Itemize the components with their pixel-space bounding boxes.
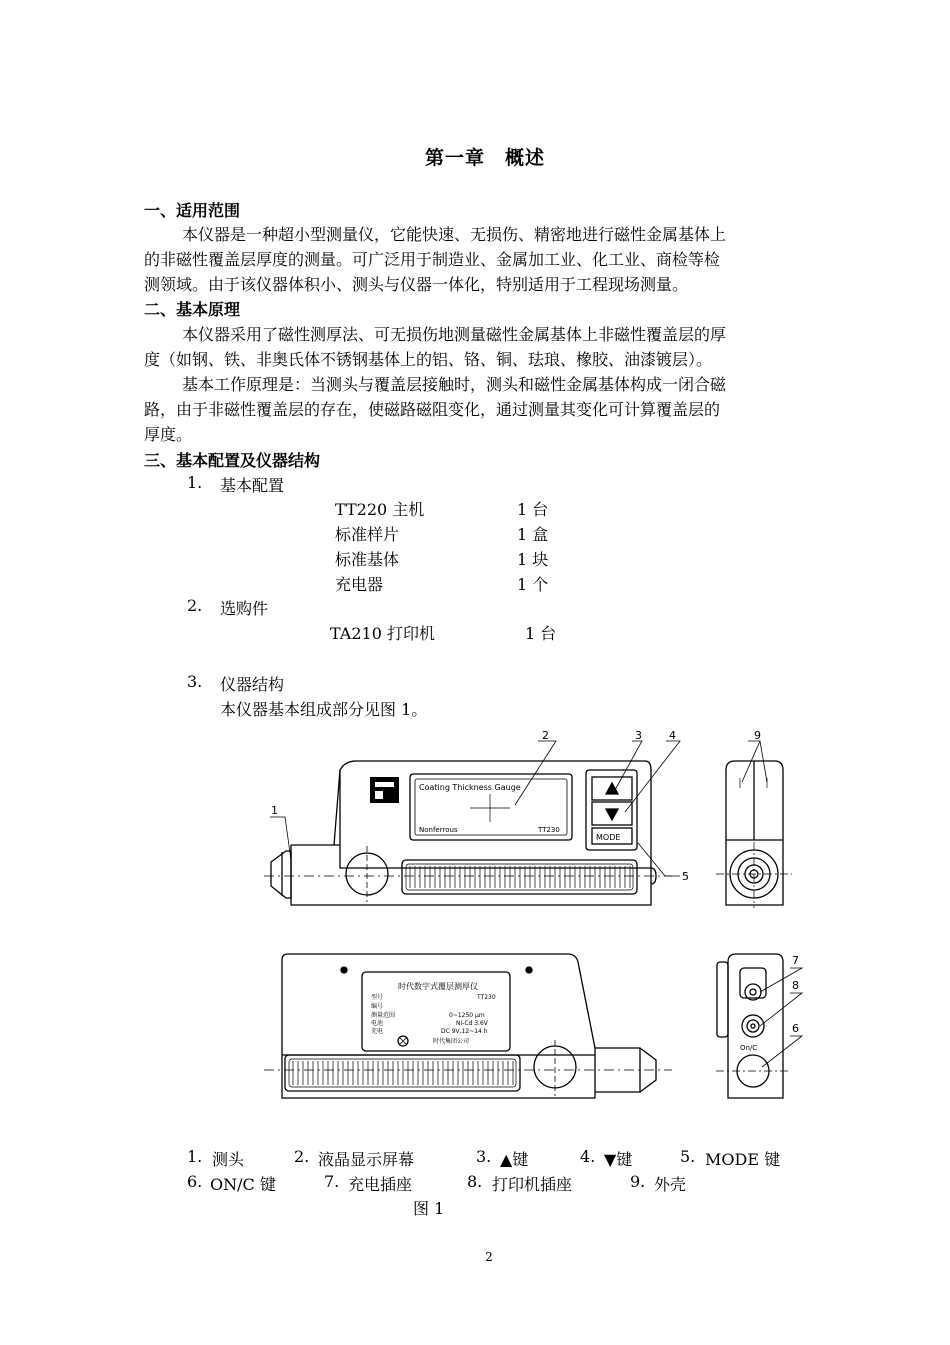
paragraph-line: 厚度。 (144, 425, 193, 444)
callout-4: 4 (669, 729, 676, 742)
paragraph-line: 测领域。由于该仪器体积小、测头与仪器一体化，特别适用于工程现场测量。 (144, 275, 689, 294)
mode-key-label: MODE (596, 833, 621, 842)
legend-text: 打印机插座 (492, 1175, 573, 1194)
label-plate-title: 时代数字式覆层测厚仪 (398, 982, 478, 991)
callout-2: 2 (542, 729, 549, 742)
list-label: 仪器结构 (220, 675, 285, 694)
legend-num: 9. (630, 1172, 646, 1191)
config-item-qty: 1 盒 (517, 525, 549, 544)
paragraph-line: 路，由于非磁性覆盖层的存在，使磁路磁阻变化，通过测量其变化可计算覆盖层的 (144, 400, 721, 419)
legend-num: 2. (294, 1147, 310, 1166)
paragraph-line: 度（如钢、铁、非奥氏体不锈钢基体上的铝、铬、铜、珐琅、橡胶、油漆镀层）。 (144, 350, 713, 369)
callout-7: 7 (792, 954, 799, 967)
config-item-name: 标准样片 (335, 525, 400, 544)
legend-num: 4. (580, 1147, 596, 1166)
optional-item-name: TA210 打印机 (330, 624, 435, 643)
callout-8: 8 (792, 979, 799, 992)
paragraph-line: 本仪器采用了磁性测厚法、可无损伤地测量磁性金属基体上非磁性覆盖层的厚 (182, 325, 727, 344)
config-item-qty: 1 块 (517, 550, 549, 569)
list-number: 2. (187, 596, 203, 615)
legend-text: 液晶显示屏幕 (318, 1150, 415, 1169)
legend-text: 充电插座 (348, 1175, 413, 1194)
label-value: 0~1250 μm (449, 1012, 485, 1019)
list-number: 1. (187, 473, 203, 492)
list-label: 基本配置 (220, 476, 285, 495)
legend-text: 外壳 (654, 1175, 687, 1194)
label-company: 时代集团公司 (433, 1038, 470, 1045)
legend-text: 测头 (212, 1150, 245, 1169)
label-key: 充电 (371, 1028, 384, 1035)
paragraph-line: 基本工作原理是：当测头与覆盖层接触时，测头和磁性金属基体构成一闭合磁 (182, 375, 727, 394)
config-item-name: 标准基体 (335, 550, 400, 569)
lcd-model: TT230 (538, 826, 560, 834)
section-heading-scope: 一、适用范围 (144, 201, 241, 220)
callout-1: 1 (271, 804, 278, 817)
paragraph-line: 本仪器是一种超小型测量仪，它能快速、无损伤、精密地进行磁性金属基体上 (182, 225, 727, 244)
label-key: 编号 (371, 1003, 384, 1010)
config-item-name: TT220 主机 (335, 500, 425, 519)
label-value: DC 9V,12~14 h (441, 1028, 488, 1035)
structure-text: 本仪器基本组成部分见图 1。 (220, 700, 428, 719)
label-key: 测量范围 (371, 1012, 396, 1019)
leader-lines (270, 741, 802, 1067)
legend-num: 3. (476, 1147, 492, 1166)
side-view (716, 761, 792, 908)
section-heading-principle: 二、基本原理 (144, 300, 241, 319)
optional-item-qty: 1 台 (525, 624, 557, 643)
config-item-qty: 1 个 (517, 575, 549, 594)
legend-num: 1. (187, 1147, 203, 1166)
onc-key-label: On/C (740, 1044, 758, 1052)
list-label: 选购件 (220, 599, 269, 618)
legend-num: 7. (324, 1172, 340, 1191)
label-key: 型号 (371, 994, 384, 1001)
callout-5: 5 (682, 870, 689, 883)
legend-num: 6. (187, 1172, 203, 1191)
side-view-ports (716, 954, 790, 1098)
lcd-title: Coating Thickness Gauge (419, 783, 521, 792)
legend-text: ▼键 (604, 1150, 633, 1169)
legend-num: 8. (467, 1172, 483, 1191)
legend-text: ▲键 (500, 1150, 529, 1169)
legend-text: ON/C 键 (210, 1175, 276, 1194)
section-heading-config: 三、基本配置及仪器结构 (144, 451, 321, 470)
page-number: 2 (485, 1250, 493, 1264)
callout-6: 6 (792, 1022, 799, 1035)
label-value: TT230 (477, 994, 496, 1001)
paragraph-line: 的非磁性覆盖层厚度的测量。可广泛用于制造业、金属加工业、化工业、商检等检 (144, 250, 721, 269)
config-item-qty: 1 台 (517, 500, 549, 519)
page-title: 第一章 概述 (424, 147, 545, 169)
callout-3: 3 (635, 729, 642, 742)
label-key: 电池 (371, 1020, 384, 1027)
list-number: 3. (187, 672, 203, 691)
config-item-name: 充电器 (335, 575, 384, 594)
callout-9: 9 (754, 729, 761, 742)
lcd-mode: Nonferrous (419, 826, 458, 834)
label-value: Ni-Cd 3.6V (456, 1020, 488, 1027)
legend-num: 5. (680, 1147, 696, 1166)
legend-text: MODE 键 (705, 1150, 781, 1169)
figure-caption: 图 1 (413, 1199, 445, 1218)
